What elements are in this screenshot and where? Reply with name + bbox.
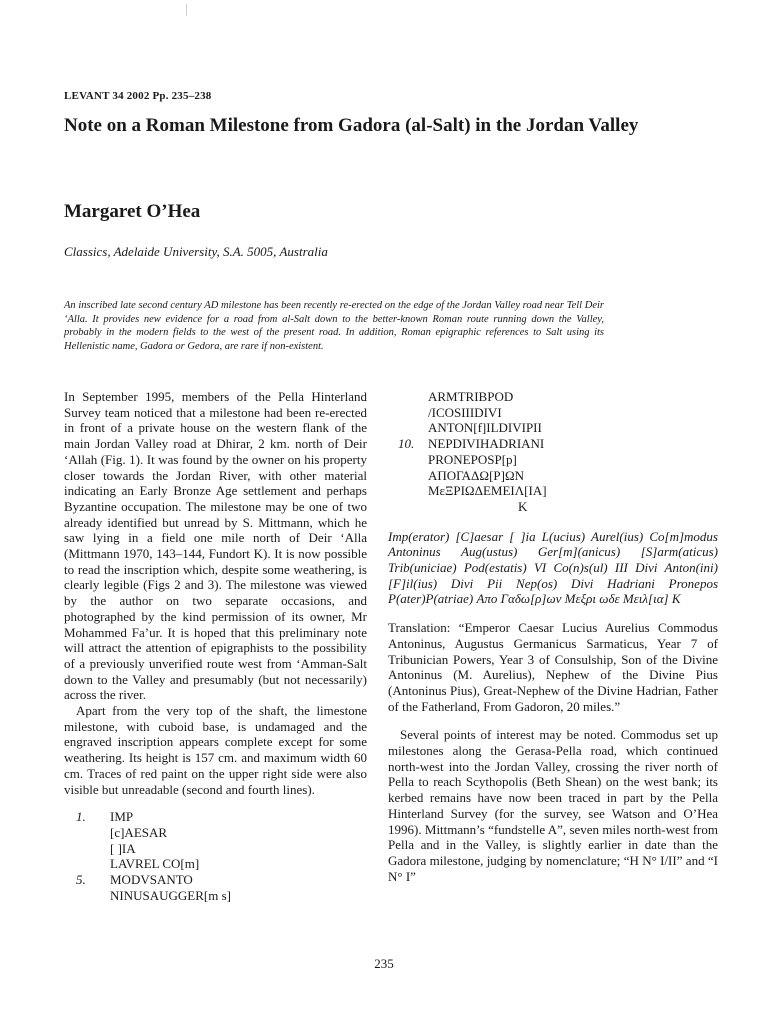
inscription-text: NEPDIVIHADRIANI [428,436,545,452]
inscription-text: MODVSANTO [110,872,193,888]
inscription-line [64,809,367,825]
line-number [388,420,428,436]
line-number [388,468,428,484]
line-number [64,825,110,841]
left-column [64,389,367,904]
line-number [388,389,428,405]
line-number [388,499,428,515]
inscription-text: ARMTRIBPOD [428,389,514,404]
author-affiliation: Classics, Adelaide University, S.A. 5005, Australia [64,244,328,259]
line-number [388,452,428,468]
right-column [388,389,718,884]
inscription-line [64,825,367,841]
inscription-line [388,420,718,436]
inscription-text: LAVREL CO[m] [110,856,200,872]
inscription-line [64,888,367,904]
inscription-block-continued [388,389,718,515]
inscription-text: ΑΠΟΓΑΔΩ[Ρ]ΩΝ [428,467,525,483]
inscription-text: /ICOSIIIDIVI [428,404,502,420]
inscription-text: ΜεΞΡΙΩΔΕΜΕΙΛ[ΙΑ] [428,483,547,499]
abstract: An inscribed late second century AD milestone has been recently re-erected on the edge of the Jordan Valley road near Tell Deir ‘Alla. It provides new evidence for a road from al-Salt down to the better-known Roman route running down the Valley, probably in the modern fields to the west of the present road. In addition, Roman epigraphic references to Salt using its Hellenistic name, Gadora or Gedora, are rare if non-existent. [64,300,604,352]
line-number [64,888,110,904]
inscription-text: K [518,498,528,514]
body-paragraph: Several points of interest may be noted. Commodus set up milestones along the Gerasa-Pella road, which continued north-west into the Jordan Valley, crossing the river north of Pella to reach Scythopolis (Beth Shean) on the west bank; its kerbed remains have now been traced in part by the Pella Hinterland Survey (for the survey, see Watson and O’Hea 1996). Mittmann’s “fundstelle A”, seven miles north-west from Pella and in the Valley, is slightly earlier in date than the Gadora milestone, judging by nomenclature; “H N° I/II” and “I N° I” [388,727,718,884]
inscription-line [388,499,718,515]
journal-citation: LEVANT 34 2002 Pp. 235–238 [64,90,212,102]
line-number [64,841,110,857]
author-name: Margaret O’Hea [64,201,201,222]
body-paragraph: Apart from the very top of the shaft, the limestone milestone, with cuboid base, is undamaged and the engraved inscription appears complete except for some weathering. Its height is 157 cm. and maximum width 60 cm. Traces of red paint on the upper right side were also visible but unreadable (second and fourth lines). [64,703,367,797]
page-number: 235 [374,956,394,971]
line-number [388,405,428,421]
inscription-line [388,452,718,468]
inscription-line [64,856,367,872]
translation: Translation: “Emperor Caesar Lucius Aurelius Commodus Antoninus, Augustus Germanicus Sarmaticus, Year 7 of Tribunician Powers, Year 3 of Consulship, Son of the Divine Antoninus (M. Aurelius), Nephew of the Divine Pius (Antoninus Pius), Great-Nephew of the Divine Hadrian, Father of the Fatherland, From Gadoron, 20 miles.” [388,620,718,714]
inscription-text: PRONEPOSP[p] [428,451,517,467]
line-number [388,483,428,499]
inscription-line [64,841,367,857]
inscription-line [388,389,718,405]
inscription-text: ANTON[f]ILDIVIPII [428,420,542,436]
line-number [64,856,110,872]
inscription-text: [ ]IA [110,840,136,856]
transliteration: Imp(erator) [C]aesar [ ]ia L(ucius) Aurel(ius) Co[m]modus Antoninus Aug(ustus) Ger[m](anicus) [S]arm(aticus) Trib(uniciae) Pod(estatis) VI Co(n)s(ul) III Divi Anton(ini) [F]il(ius) Divi Pii Nep(os) Divi Hadriani Pronepos P(ater)P(atriae) Απο Γαδω[ρ]ων Μεξρι ωδε Μειλ[ια] K [388,528,718,607]
inscription-line [388,405,718,421]
inscription-line [64,872,367,888]
inscription-text: IMP [110,809,134,825]
inscription-text: NINUSAUGGER[m s] [110,887,231,903]
article-title: Note on a Roman Milestone from Gadora (al-Salt) in the Jordan Valley [64,115,639,136]
inscription-block [64,809,367,903]
body-paragraph: In September 1995, members of the Pella Hinterland Survey team noticed that a milestone had been re-erected in front of a private house on the western flank of the main Jordan Valley road at Dhirar, 2 km. north of Deir ‘Allah (Fig. 1). It was found by the owner on his property closer towards the Jordan River, with other material indicating an Early Bronze Age settlement and perhaps Byzantine occupation. The milestone may be one of two already identified but unread by S. Mittmann, which he saw lying in a field one mile north of Deir ‘Alla (Mittmann 1970, 143–144, Fundort K). It is now possible to read the inscription which, despite some weathering, is clearly legible (Figs 2 and 3). The milestone was viewed by the author on two separate occasions, and photographed by the kind permission of its owner, Mr Mohammed Fa’ur. It is hoped that this preliminary note will attract the attention of epigraphists to the possibility of a previously unverified route west from ‘Amman-Salt down to the Valley and presumably (but not necessarily) across the river. [64,389,367,703]
line-number: 10. [398,436,415,452]
line-number: 5. [76,872,86,888]
line-number: 1. [76,809,86,825]
scan-mark [186,4,187,16]
inscription-text: [c]AESAR [110,824,168,840]
inscription-line [388,468,718,484]
inscription-line [388,483,718,499]
inscription-line [388,436,718,452]
